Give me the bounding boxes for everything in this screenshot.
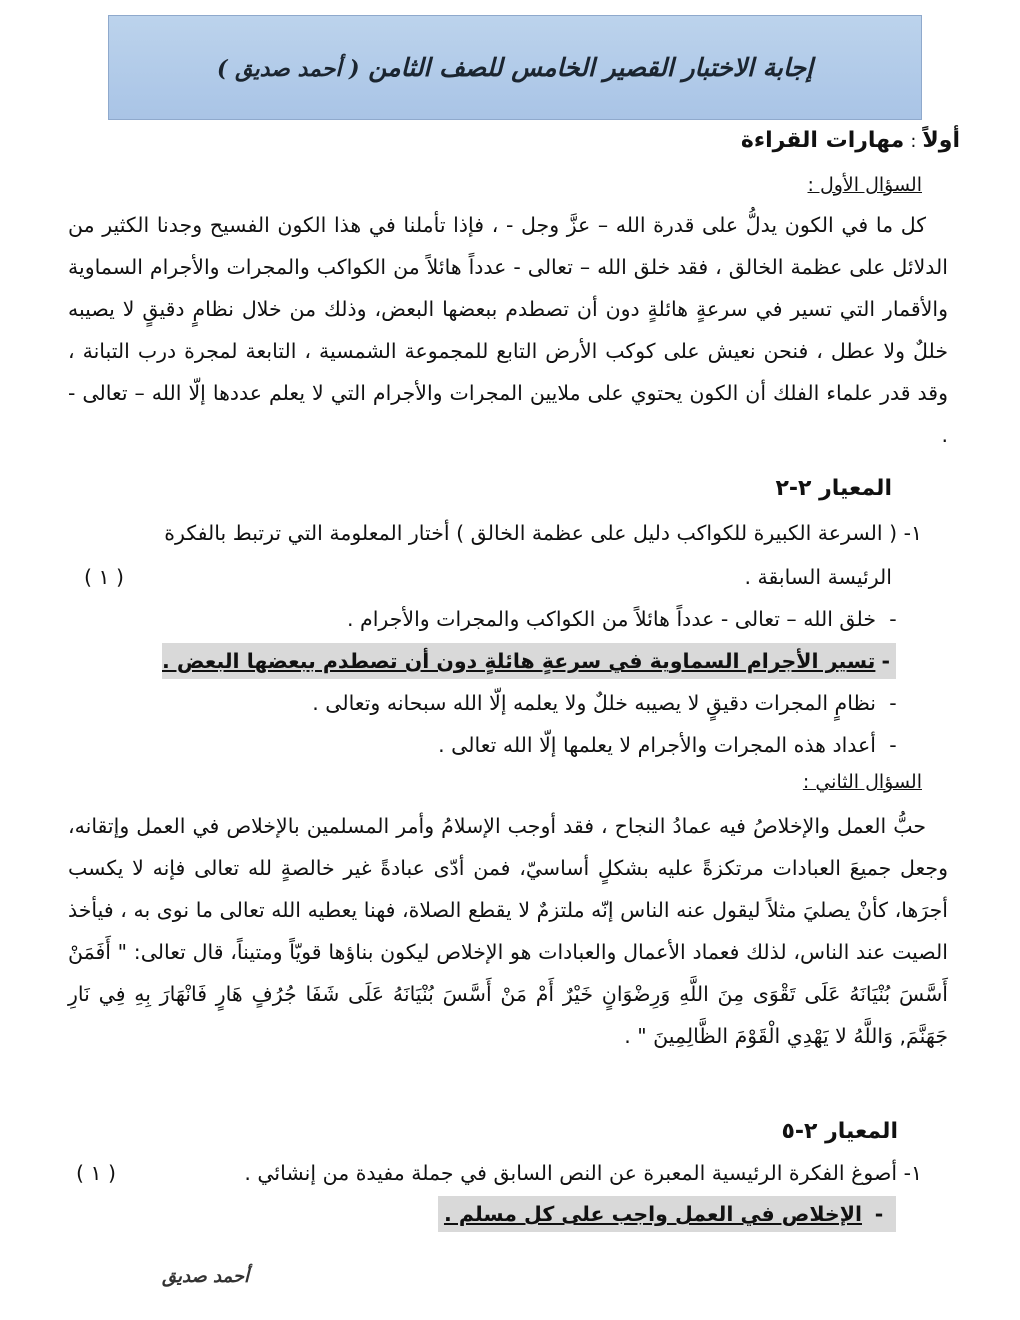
passage-2-text: حبُّ العمل والإخلاصُ فيه عمادُ النجاح ، فقد أوجب الإسلامُ وأمر المسلمين بالإخلاص في العمل وإتقانه، وجعل جميعَ العبادات مرتكزةً عليه بشكلٍ أساسيّ، فمن أدّى عبادةً غير خالصةٍ لله تعالى فإنه لا يكسب أجرَها، كأنْ يصليَ مثلاً ليقول عنه الناس إنّه ملتزمٌ لا يقطع الصلاة، فهنا يعطيه الله تعالى ما نوى به ، فيأخذ الصيت عند الناس، لذلك فعماد الأعمال والعبادات هو الإخلاص ليكون بناؤها قويّاً ومتيناً، قال تعالى: " أَفَمَنْ أَسَّسَ بُنْيَانَهُ عَلَى تَقْوَى مِنَ اللَّهِ وَرِضْوَانٍ خَيْرٌ أَمْ مَنْ أَسَّسَ بُنْيَانَهُ عَلَى شَفَا جُرُفٍ هَارٍ فَانْهَارَ بِهِ فِي نَارِ جَهَنَّمَ, وَاللَّهُ لا يَهْدِي الْقَوْمَ الظَّالِمِينَ " .: [68, 814, 948, 1048]
option-1: [347, 601, 910, 637]
passage-2: [68, 805, 948, 1057]
option-dash: -: [889, 607, 897, 631]
item-1-stem-line2: الرئيسة السابقة .: [744, 565, 892, 589]
option-dash: -: [889, 733, 897, 757]
option-3-text: نظامٍ المجرات دقيقٍ لا يصيبه خللٌ ولا يعلمه إلّا الله سبحانه وتعالى .: [312, 691, 876, 715]
option-dash: -: [874, 1202, 884, 1226]
standard-2-heading: المعيار ٢-٥: [781, 1119, 898, 1144]
section-label: أولاً: [922, 128, 960, 153]
item-1-stem-line1: ١- ( السرعة الكبيرة للكواكب دليل على عظمة الخالق ) أختار المعلومة التي ترتبط بالفكرة: [164, 521, 922, 545]
title-author: ( أحمد صديق ): [217, 56, 360, 82]
option-dash: -: [889, 691, 897, 715]
section-title: مهارات القراءة: [740, 128, 905, 153]
option-2-text: تسير الأجرام السماوية في سرعةٍ هائلةٍ دون أن تصطدم ببعضها البعض .: [162, 649, 876, 673]
question-2-title: السؤال الثاني :: [802, 771, 922, 793]
passage-1: [68, 204, 948, 456]
item-1-mark: ( ١ ): [84, 565, 125, 589]
question-1-title: السؤال الأول :: [807, 174, 922, 196]
option-4-text: أعداد هذه المجرات والأجرام لا يعلمها إلّا الله تعالى .: [438, 733, 876, 757]
section-heading: [741, 128, 960, 153]
answer-2: [438, 1196, 896, 1232]
standard-1-heading: المعيار ٢-٢: [775, 476, 892, 501]
item-2-mark: ( ١ ): [76, 1161, 117, 1185]
item-2-stem: ١- أصوغ الفكرة الرئيسية المعبرة عن النص السابق في جملة مفيدة من إنشائي .: [244, 1161, 922, 1185]
option-2-correct: [162, 643, 896, 679]
title-banner: [108, 15, 922, 120]
title-main: إجابة الاختبار القصير الخامس للصف الثامن: [368, 53, 813, 82]
section-colon: :: [910, 131, 917, 152]
option-3: [312, 685, 910, 721]
option-1-text: خلق الله – تعالى - عدداً هائلاً من الكواكب والمجرات والأجرام .: [346, 607, 876, 631]
answer-2-text: الإخلاص في العمل واجب على كل مسلم .: [443, 1202, 862, 1226]
footer-author: أحمد صديق: [162, 1266, 250, 1287]
option-dash: -: [881, 649, 890, 673]
passage-1-text: كل ما في الكون يدلُّ على قدرة الله – عزَّ وجل - ، فإذا تأملنا في هذا الكون الفسيح وجدنا الكثير من الدلائل على عظمة الخالق ، فقد خلق الله – تعالى - عدداً هائلاً من الكواكب والمجرات والأجرام السماوية والأقمار التي تسير في سرعةٍ هائلةٍ دون أن تصطدم ببعضها البعض، وذلك من خلال نظامٍ دقيقٍ لا يصيبه خللٌ ولا عطل ، فنحن نعيش على كوكب الأرض التابع للمجموعة الشمسية ، التابعة لمجرة درب التبانة ، وقد قدر علماء الفلك أن الكون يحتوي على ملايين المجرات والأجرام التي لا يعلم عددها إلّا الله – تعالى - .: [68, 213, 948, 447]
option-4: [438, 727, 910, 763]
page-title: [217, 53, 813, 82]
